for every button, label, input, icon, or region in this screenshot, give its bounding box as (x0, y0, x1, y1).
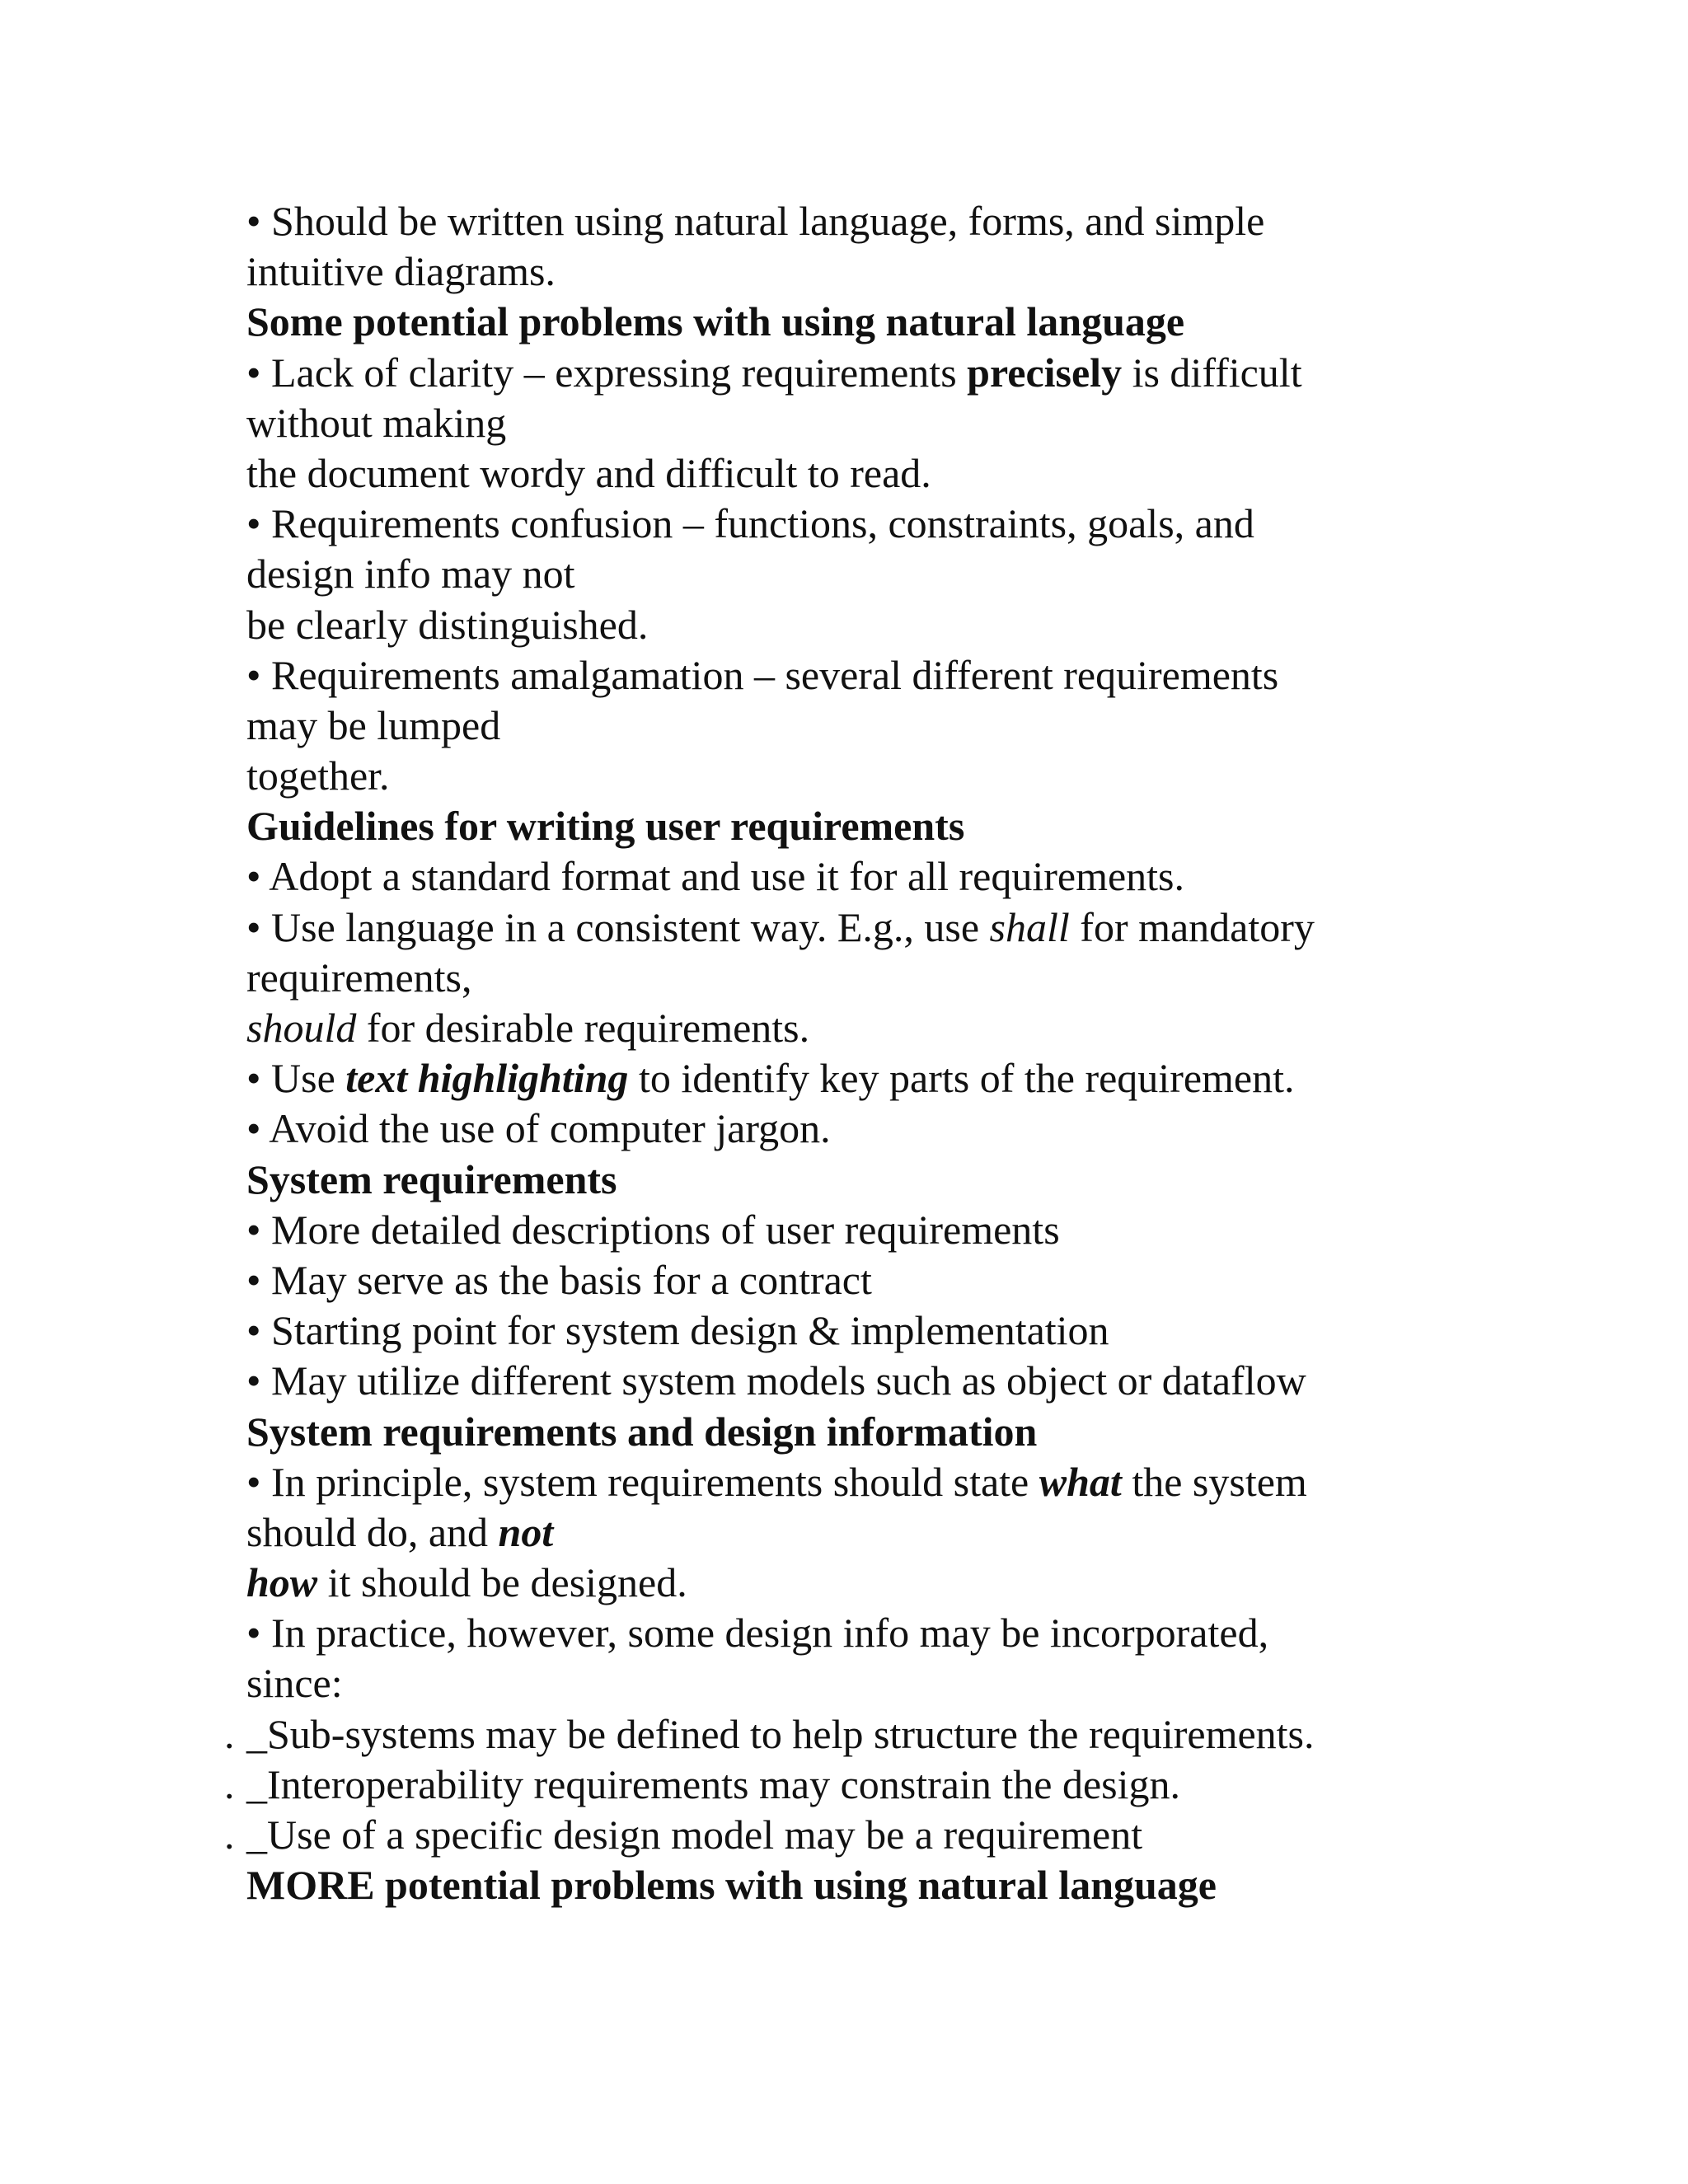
italic-emphasis: shall (989, 903, 1070, 950)
body-line: • Adopt a standard format and use it for all requirements. (246, 853, 1185, 900)
body-line: may be lumped (246, 701, 501, 748)
text-span: should do, and (246, 1508, 499, 1555)
bold-italic-emphasis: how (246, 1559, 318, 1606)
section-heading-natural-language-problems: Some potential problems with using natural language (246, 298, 1185, 345)
body-line (246, 1507, 1450, 1558)
body-line: without making (246, 399, 507, 446)
body-line: • Requirements confusion – functions, constraints, goals, and (246, 500, 1254, 547)
section-heading-guidelines: Guidelines for writing user requirements (246, 803, 965, 850)
bold-italic-emphasis: what (1039, 1458, 1122, 1505)
body-line (246, 1457, 1450, 1507)
sub-list-item (224, 1760, 1450, 1810)
body-line: • More detailed descriptions of user requirements (246, 1206, 1060, 1253)
body-line: intuitive diagrams. (246, 248, 556, 295)
body-line: • In practice, however, some design info may be incorporated, (246, 1610, 1269, 1657)
body-line: design info may not (246, 551, 575, 598)
text-span: • In principle, system requirements should state (246, 1458, 1039, 1505)
sub-list-item (224, 1810, 1450, 1860)
body-line (246, 902, 1450, 953)
body-line (246, 1558, 1450, 1608)
body-line (246, 1003, 1450, 1053)
bold-emphasis: precisely (967, 349, 1123, 396)
text-span: _Use of a specific design model may be a requirement (246, 1811, 1143, 1858)
body-line: the document wordy and difficult to read. (246, 449, 931, 496)
section-heading-system-requirements: System requirements (246, 1155, 617, 1202)
body-line: • May utilize different system models such as object or dataflow (246, 1357, 1306, 1404)
text-span: it should be designed. (317, 1559, 687, 1606)
bold-italic-emphasis: not (498, 1508, 554, 1555)
body-line: requirements, (246, 954, 472, 1001)
text-span: _Interoperability requirements may constrain the design. (246, 1760, 1180, 1807)
text-span: _Sub-systems may be defined to help structure the requirements. (246, 1710, 1315, 1757)
text-span: • Lack of clarity – expressing requirements (246, 349, 968, 396)
list-marker: . (224, 1710, 235, 1757)
section-heading-more-problems: MORE potential problems with using natural language (246, 1862, 1217, 1909)
document-body (224, 196, 1450, 1910)
body-line: be clearly distinguished. (246, 601, 649, 648)
body-line: • Starting point for system design & implementation (246, 1307, 1109, 1354)
bold-italic-emphasis: text highlighting (345, 1055, 629, 1102)
text-span: • Use (246, 1055, 346, 1102)
body-line: • Requirements amalgamation – several different requirements (246, 651, 1279, 698)
body-line: • Avoid the use of computer jargon. (246, 1105, 831, 1152)
text-span: for desirable requirements. (356, 1005, 810, 1051)
body-line (246, 1053, 1450, 1104)
italic-emphasis: should (246, 1005, 357, 1051)
list-marker: . (224, 1811, 235, 1858)
body-line: since: (246, 1660, 343, 1707)
body-line: • Should be written using natural language, forms, and simple (246, 198, 1265, 244)
body-line: together. (246, 752, 390, 799)
sub-list-item (224, 1709, 1450, 1760)
section-heading-design-information: System requirements and design information (246, 1408, 1038, 1455)
body-line: • May serve as the basis for a contract (246, 1256, 872, 1303)
text-span: is difficult (1122, 349, 1302, 396)
list-marker: . (224, 1760, 235, 1807)
body-line (246, 348, 1450, 398)
text-span: for mandatory (1069, 903, 1315, 950)
text-span: • Use language in a consistent way. E.g., use (246, 903, 990, 950)
text-span: to identify key parts of the requirement. (628, 1055, 1295, 1102)
text-span: the system (1121, 1458, 1307, 1505)
